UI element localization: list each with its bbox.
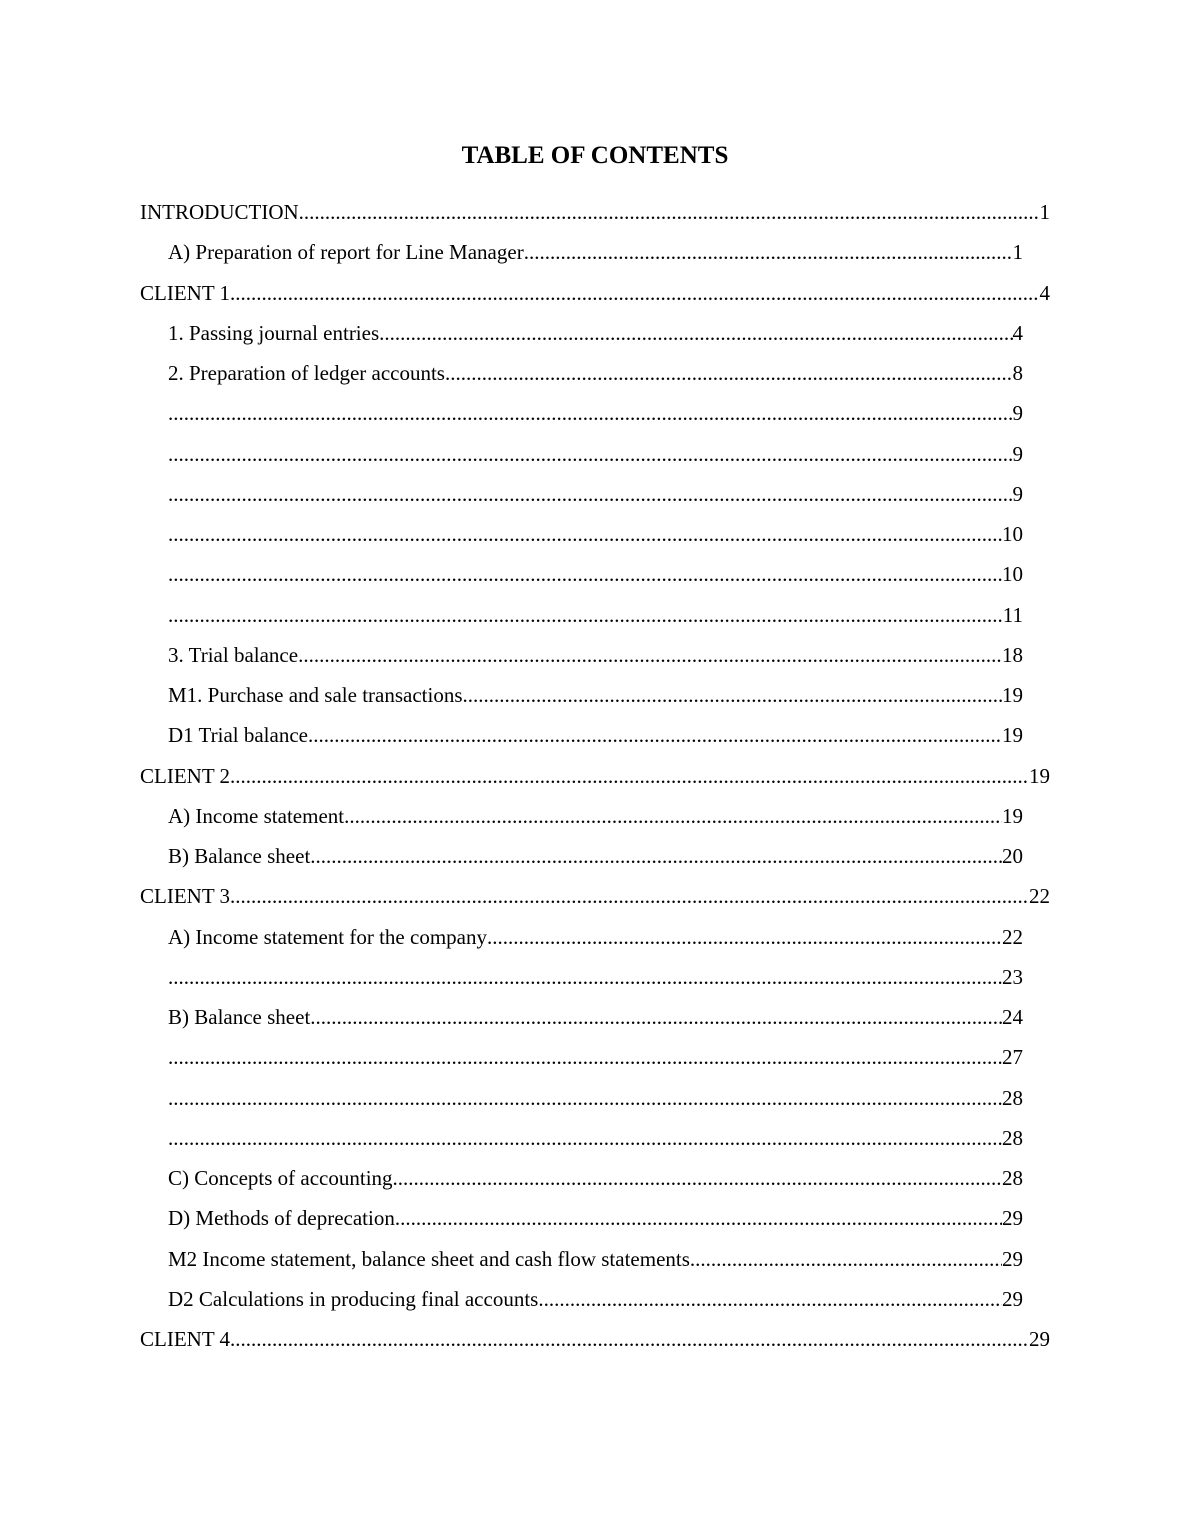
toc-entry[interactable] [168, 1078, 1023, 1118]
toc-entry-text: 2. Preparation of ledger accounts [168, 361, 445, 385]
toc-dot-leader [538, 1279, 1002, 1319]
toc-page-number: 19 [1002, 683, 1023, 707]
toc-dot-leader [230, 756, 1029, 796]
toc-page-number: 1 [1012, 240, 1023, 265]
toc-entry[interactable] [168, 434, 1023, 474]
toc-entry[interactable] [168, 997, 1023, 1037]
toc-page-number: 18 [1002, 642, 1023, 667]
toc-page-number: 28 [1002, 1085, 1023, 1110]
toc-page-number: 29 [1002, 1206, 1023, 1231]
toc-dot-leader [310, 836, 1002, 876]
toc-page-number: 1 [1039, 200, 1050, 224]
toc-list [0, 192, 1190, 1359]
toc-entry[interactable] [140, 756, 1050, 796]
toc-page-number: 23 [1002, 964, 1023, 989]
toc-page-number: 24 [1002, 1005, 1023, 1029]
toc-entry-text: CLIENT 1 [140, 280, 231, 305]
toc-entry[interactable] [168, 313, 1023, 353]
toc-entry[interactable] [168, 514, 1023, 554]
toc-dot-leader [168, 1078, 1002, 1118]
toc-dot-leader [168, 1037, 1002, 1077]
toc-entry[interactable] [168, 715, 1023, 755]
toc-entry-text: D2 Calculations in producing final accounts [168, 1286, 539, 1311]
toc-dot-leader [690, 1239, 1002, 1279]
toc-entry-text: B) Balance sheet [168, 844, 311, 868]
toc-entry[interactable] [168, 1279, 1023, 1319]
toc-dot-leader [168, 393, 1013, 433]
toc-dot-leader [230, 876, 1029, 916]
toc-entry-text: 3. Trial balance [168, 642, 299, 667]
toc-dot-leader [168, 595, 1003, 635]
toc-entry[interactable] [140, 273, 1050, 313]
toc-dot-leader [395, 1198, 1002, 1238]
toc-page-number: 29 [1029, 1327, 1050, 1351]
toc-page-number: 9 [1012, 481, 1023, 506]
toc-entry-text: CLIENT 2 [140, 763, 231, 788]
toc-entry[interactable] [168, 474, 1023, 514]
toc-page-number: 28 [1002, 1125, 1023, 1150]
toc-entry[interactable] [168, 1198, 1023, 1238]
toc-page-number: 11 [1002, 602, 1023, 627]
toc-entry-text: D) Methods of deprecation [168, 1206, 395, 1231]
toc-entry-text: CLIENT 3 [140, 884, 231, 909]
toc-page-number: 10 [1002, 522, 1023, 546]
toc-entry[interactable] [140, 192, 1050, 232]
toc-dot-leader [308, 715, 1002, 755]
toc-dot-leader [168, 1118, 1002, 1158]
toc-entry-text: C) Concepts of accounting [168, 1166, 393, 1190]
toc-page-number: 22 [1002, 924, 1023, 949]
toc-dot-leader [230, 1319, 1029, 1359]
toc-entry-text: CLIENT 4 [140, 1327, 231, 1351]
toc-entry[interactable] [168, 232, 1023, 272]
toc-dot-leader [487, 917, 1002, 957]
toc-entry[interactable] [168, 1158, 1023, 1198]
toc-entry[interactable] [168, 595, 1023, 635]
toc-dot-leader [463, 675, 1002, 715]
toc-dot-leader [168, 474, 1013, 514]
toc-page-number: 19 [1029, 763, 1050, 788]
toc-entry[interactable] [168, 1037, 1023, 1077]
toc-entry[interactable] [168, 353, 1023, 393]
toc-entry-text: A) Preparation of report for Line Manager [168, 240, 524, 265]
toc-dot-leader [393, 1158, 1002, 1198]
toc-page-number: 27 [1002, 1045, 1023, 1070]
toc-entry[interactable] [140, 876, 1050, 916]
toc-entry-text: INTRODUCTION [140, 200, 299, 224]
toc-dot-leader [524, 232, 1013, 272]
toc-page-number: 20 [1002, 844, 1023, 868]
toc-dot-leader [310, 997, 1002, 1037]
toc-page-number: 29 [1002, 1246, 1023, 1271]
toc-entry-text: 1. Passing journal entries [168, 320, 380, 345]
toc-dot-leader [168, 514, 1002, 554]
toc-page-number: 29 [1002, 1286, 1023, 1311]
toc-entry[interactable] [168, 1118, 1023, 1158]
toc-entry[interactable] [168, 1239, 1023, 1279]
toc-page-number: 28 [1002, 1166, 1023, 1190]
toc-dot-leader [344, 796, 1002, 836]
toc-dot-leader [168, 554, 1002, 594]
toc-entry[interactable] [168, 393, 1023, 433]
toc-page-number: 19 [1002, 723, 1023, 748]
toc-entry[interactable] [168, 796, 1023, 836]
toc-dot-leader [298, 635, 1002, 675]
toc-page-number: 8 [1012, 361, 1023, 385]
toc-page-number: 22 [1029, 884, 1050, 909]
toc-page-number: 4 [1012, 320, 1023, 345]
toc-entry[interactable] [168, 917, 1023, 957]
toc-dot-leader [445, 353, 1013, 393]
toc-entry[interactable] [168, 635, 1023, 675]
toc-dot-leader [379, 313, 1012, 353]
toc-entry-text: D1 Trial balance [168, 723, 308, 748]
toc-page-number: 9 [1012, 401, 1023, 426]
toc-entry-text: M1. Purchase and sale transactions [168, 683, 463, 707]
toc-page-number: 4 [1039, 280, 1050, 305]
toc-entry[interactable] [168, 675, 1023, 715]
toc-entry[interactable] [168, 554, 1023, 594]
toc-dot-leader [299, 192, 1040, 232]
toc-entry-text: A) Income statement [168, 803, 345, 828]
toc-dot-leader [168, 957, 1002, 997]
toc-entry-text: B) Balance sheet [168, 1005, 311, 1029]
toc-dot-leader [230, 273, 1039, 313]
toc-page-number: 10 [1002, 562, 1023, 587]
toc-entry[interactable] [168, 957, 1023, 997]
toc-page-number: 9 [1012, 441, 1023, 466]
toc-entry-text: A) Income statement for the company [168, 924, 487, 949]
toc-entry-text: M2 Income statement, balance sheet and cash flow statements [168, 1246, 690, 1271]
toc-page-number: 19 [1002, 803, 1023, 828]
toc-entry[interactable] [168, 836, 1023, 876]
toc-dot-leader [168, 434, 1013, 474]
page-title: TABLE OF CONTENTS [461, 142, 729, 169]
toc-entry[interactable] [140, 1319, 1050, 1359]
